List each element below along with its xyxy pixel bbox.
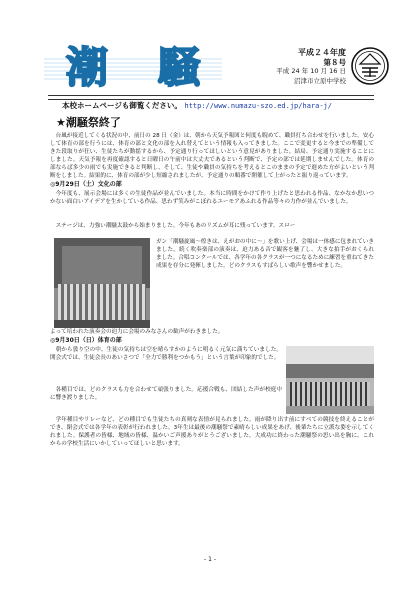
fiscal-year: 平成２４年度	[298, 48, 346, 57]
website-url-link[interactable]: http://www.numazu-szo.ed.jp/hara-j/	[184, 102, 332, 110]
issue-number: 第８号	[323, 57, 346, 67]
newsletter-title	[44, 44, 224, 94]
culture-text-2: ステージは、力強い潮騒太鼓から始まりました。今年もあのリズムが耳に残っています。スロー	[55, 223, 296, 229]
title-character-2: 騒	[157, 43, 200, 92]
website-label: 本校ホームページも御覧ください。	[62, 101, 182, 110]
section-sports-title: ◎9月30日（日）体育の部	[50, 337, 122, 344]
culture-paragraph-1	[50, 190, 374, 222]
intro-paragraph	[50, 132, 374, 180]
sports-paragraph-3	[50, 416, 374, 534]
issue-info	[266, 48, 346, 86]
sports-text-2: 各種目では、どのクラスも力を合わせて頑張りました。応援合戦も、団結した声が校庭中に響き渡りました。	[50, 387, 282, 402]
culture-paragraph-2	[50, 222, 374, 237]
photo-ground	[286, 406, 374, 414]
school-name: 沼津市立原中学校	[294, 76, 346, 85]
photo-stage-screen	[62, 246, 142, 284]
photo-performers	[58, 284, 146, 322]
photo-stage-floor	[54, 320, 150, 328]
culture-text-4: よって培われた演奏会の迫力に会場のみなさんの歓声がわきました。	[50, 329, 224, 335]
photo-students-rows	[290, 382, 370, 406]
culture-text-3: ガン「潮騒旋風～煌きは、えがおの中に～」を歌い上げ、会場は一体感に包まれていきました。続く吹奏楽部の演奏は、迫力ある音で観客を魅了し、大きな拍手がおくられました。合唱コンクールでは、各学年の各クラスが一つになるために練習を重ねてきた成果を存分に発揮しました。どのクラスもすばらしい歌声を響かせました。	[156, 239, 374, 270]
article-headline: ★潮騒祭終了	[56, 116, 121, 129]
title-character-1: 潮	[65, 43, 108, 92]
stage-performance-photo	[54, 238, 150, 328]
sports-paragraph-2	[50, 386, 282, 416]
photo-trees	[286, 364, 374, 378]
culture-paragraph-4	[50, 328, 374, 336]
sports-paragraph-1	[50, 346, 282, 386]
masthead	[44, 44, 374, 94]
intro-text: 台風が接近してくる状況の中、前日の 28 日（金）は、朝から天気予報図と何度も睨めて、職員打ち合わせを行いました。安心して体育の部を行うには、体育の部と文化の部を入れ替えてという情報も入ってきました。ここで変更すると今までの準備してきた段取りが狂い、生徒たちが動揺するから、予定通り行ってほしいという意見がありました。結局、予定通り実施することにしました。天気予報を再度確認すると日曜日の午前中は大丈夫であるという判断で、予定の部では延期しませんでした。体育の部ならば多少の雨でも実施できると判断し、そして、生徒や職員の気持ちを考えるとこのままの予定で進めた方がよいという判断をしました。結果的に、体育の部が少し短縮されましたが、予定通りの順番で開催して上がったと振り返っています。	[50, 133, 374, 180]
page-number: - 1 -	[204, 556, 216, 563]
culture-paragraph-3	[156, 238, 374, 328]
sports-day-photo	[286, 346, 374, 414]
sports-text-3: 学年種目やリレーなど、どの種目でも生徒たちの真剣な表情が見られました。雨が降り出す前にすべての競技を終えることができ、閉会式では各学年の表彰が行われました。3年生は最後の潮騒祭で素晴らしい成果をあげ、後輩たちに立派な姿を示してくれました。保護者の皆様、地域の皆様、温かいご声援ありがとうございました。大成功に終わった潮騒祭の思い出を胸に、これからの学校生活にいかしていってほしいと思います。	[50, 417, 374, 448]
school-emblem-logo	[350, 46, 390, 86]
section-culture-title: ◎9月29日（土）文化の部	[50, 181, 122, 188]
sports-text-1: 朝から曇り空の中、生徒の気持ちは空を晴らすかのように明るく元気に満ちていました。開会式では、生徒会長のあいさつで「全力で勝利をつかもう」という言葉が印象的でした。	[50, 347, 282, 362]
header-divider-top	[48, 95, 374, 96]
culture-text-1: 今年度も、展示会場には多くの生徒作品が並んでいました。本当に時間をかけて作り上げたと思われる作品、なかなか思いつかない面白いアイデアを生かしている作品、思わず笑みがこぼれるユーモアあふれる作品等々の力作が並んでいました。	[50, 191, 374, 206]
website-notice	[62, 100, 372, 112]
issue-date: 平成 24 年 10 月 16 日	[276, 67, 346, 75]
